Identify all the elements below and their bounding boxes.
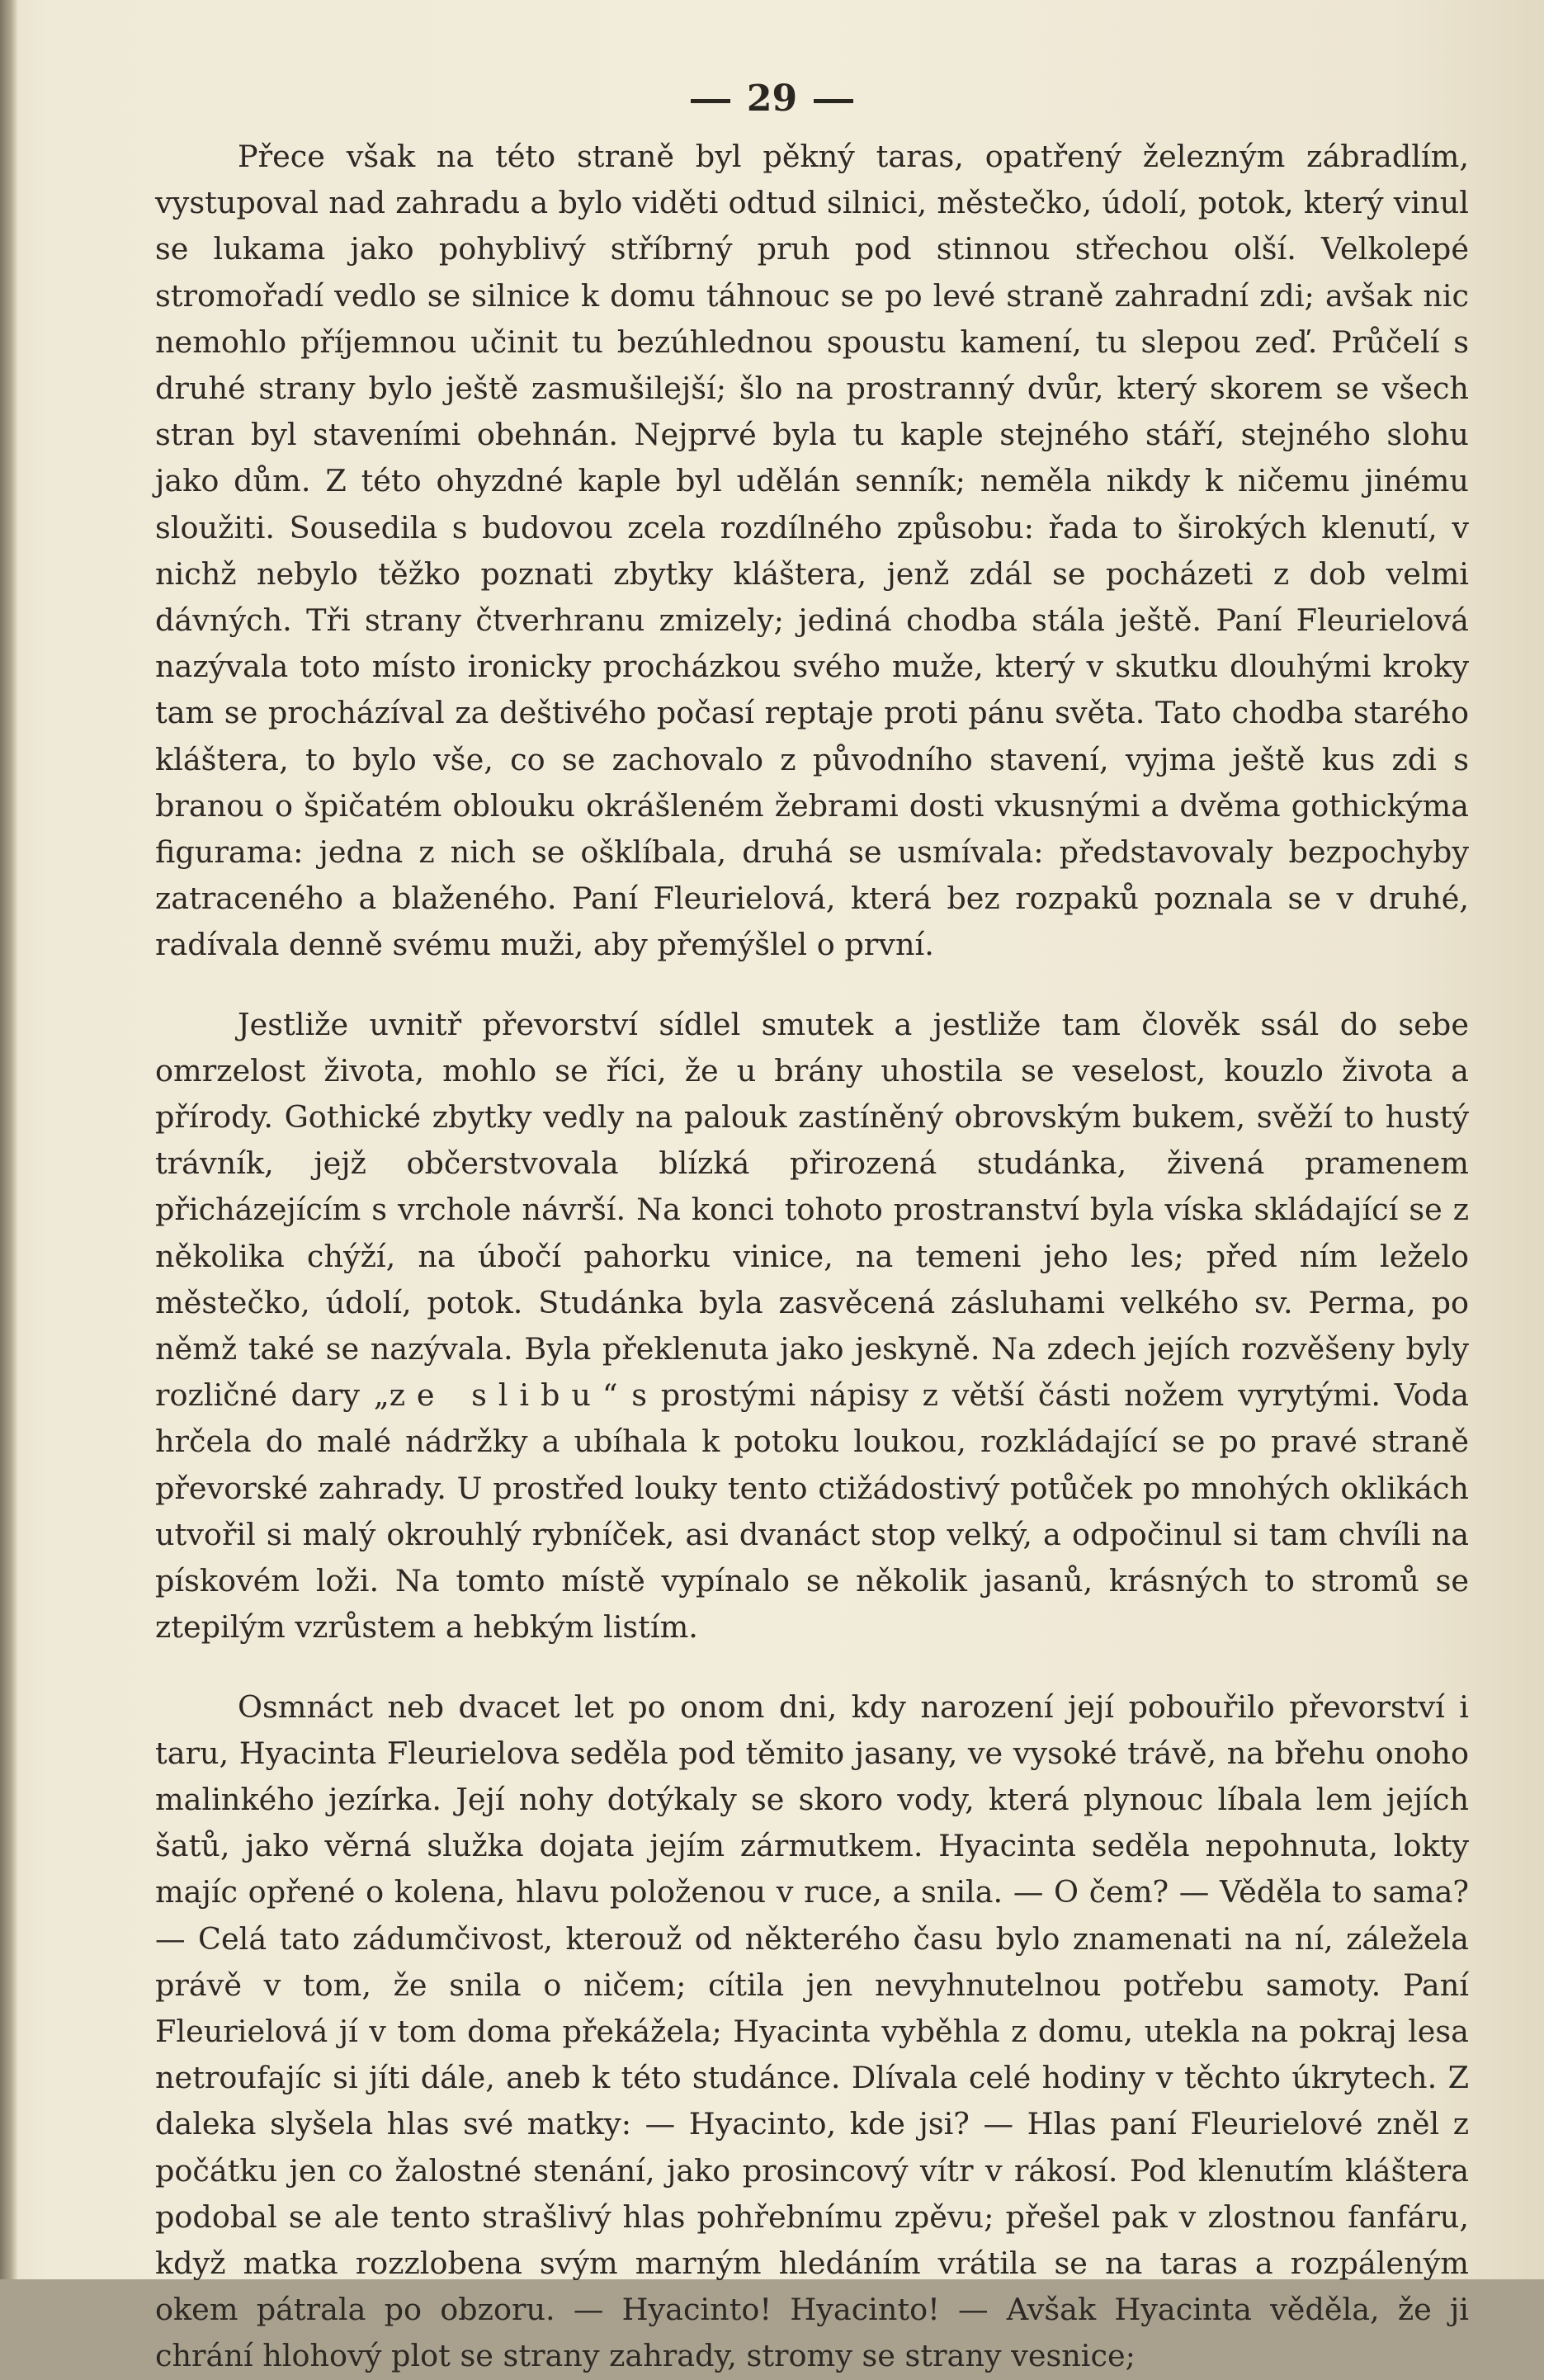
paragraph-2-end: “ s prostými nápisy z větší části nožem vyrytými. Voda hrčela do malé nádržky a ubíhala k potoku loukou, rozkládající se po pravé straně převorské zahrady. U prostřed louky tento ctižádostivý potůček po mnohých oklikách utvořil si malý okrouhlý rybníček, asi dvanáct stop velký, a odpočinul si tam chvíli na pískovém loži. Na tomto místě vypínalo se několik jasanů, krásných to stromů se ztepilým vzrůstem a hebkým listím. (155, 1377, 1470, 1646)
paragraph-2-start: Jestliže uvnitř převorství sídlel smutek a jestliže tam člověk ssál do sebe omrzelost života, mohlo se říci, že u brány uhostila se veselost, kouzlo života a přírody. Gothické zbytky vedly na palouk zastíněný obrovským bukem, svěží to hustý trávník, jejž občerstvovala blízká přirozená studánka, živená pramenem přicházejícím s vrchole návrší. Na konci tohoto prostranství byla víska skládající se z několika chýží, na úbočí pahorku vinice, na temeni jeho les; před ním leželo městečko, údolí, potok. Studánka byla zasvěcená zásluhami velkého sv. Perma, po němž také se nazývala. Byla překlenuta jako jeskyně. Na zdech jejích rozvěšeny byly rozličné dary „ (155, 1006, 1469, 1414)
page-number-value: 29 (746, 78, 798, 120)
paragraph-2-spaced-phrase: ze slibu (389, 1377, 602, 1414)
binding-gutter (0, 0, 18, 2279)
paragraph-2 (155, 1002, 1469, 1651)
paragraph-3: Osmnáct neb dvacet let po onom dni, kdy narození její pobouřilo převorství i taru, Hyacinta Fleurielova seděla pod těmito jasany, ve vysoké trávě, na břehu onoho malinkého jezírka. Její nohy dotýkaly se skoro vody, která plynouc líbala lem jejích šatů, jako věrná služka dojata jejím zármutkem. Hyacinta seděla nepohnuta, lokty majíc opřené o kolena, hlavu položenou v ruce, a snila. — O čem? — Věděla to sama? — Celá tato zádumčivost, kterouž od některého času bylo znamenati na ní, záležela právě v tom, že snila o ničem; cítila jen nevyhnutelnou potřebu samoty. Paní Fleurielová jí v tom doma překážela; Hyacinta vyběhla z domu, utekla na pokraj lesa netroufajíc si jíti dále, aneb k této studánce. Dlívala celé hodiny v těchto úkrytech. Z daleka slyšela hlas své matky: — Hyacinto, kde jsi? — Hlas paní Fleurielové zněl z počátku jen co žalostné stenání, jako prosincový vítr v rákosí. Pod klenutím kláštera podobal se ale tento strašlivý hlas pohřebnímu zpěvu; přešel pak v zlostnou fanfáru, když matka rozzlobena svým marným hledáním vrátila se na taras a rozpáleným okem pátrala po obzoru. — Hyacinto! Hyacinto! — Avšak Hyacinta věděla, že ji chrání hlohový plot se strany zahrady, stromy se strany vesnice; (155, 1688, 1469, 2374)
paragraph-1: Přece však na této straně byl pěkný taras, opatřený železným zábradlím, vystupoval nad zahradu a bylo viděti odtud silnici, městečko, údolí, potok, který vinul se lukama jako pohyblivý stříbrný pruh pod stinnou střechou olší. Velkolepé stromořadí vedlo se silnice k domu táhnouc se po levé straně zahradní zdi; avšak nic nemohlo příjemnou učinit tu bezúhlednou spoustu kamení, tu slepou zeď. Průčelí s druhé strany bylo ještě zasmušilejší; šlo na prostranný dvůr, který skorem se všech stran byl staveními obehnán. Nejprvé byla tu kaple stejného stáří, stejného slohu jako dům. Z této ohyzdné kaple byl udělán senník; neměla nikdy k ničemu jinému sloužiti. Sousedila s budovou zcela rozdílného způsobu: řada to širokých klenutí, v nichž nebylo těžko poznati zbytky kláštera, jenž zdál se pocházeti z dob velmi dávných. Tři strany čtverhranu zmizely; jediná chodba stála ještě. Paní Fleurielová nazývala toto místo ironicky procházkou svého muže, který v skutku dlouhými kroky tam se procházíval za deštivého počasí reptaje proti pánu světa. Tato chodba starého kláštera, to bylo vše, co se zachovalo z původního stavení, vyjma ještě kus zdi s branou o špičatém oblouku okrášleném žebrami dosti vkusnými a dvěma gothickýma figurama: jedna z nich se ošklíbala, druhá se usmívala: představovaly bezpochyby zatraceného a blaženého. Paní Fleurielová, která bez rozpaků poznala se v druhé, radívala denně svému muži, aby přemýšlel o první. (155, 139, 1469, 963)
page-number-right-dash (814, 99, 853, 103)
page-number-left-dash (691, 99, 730, 103)
page-number (0, 78, 1544, 120)
body-text (155, 134, 1469, 2380)
